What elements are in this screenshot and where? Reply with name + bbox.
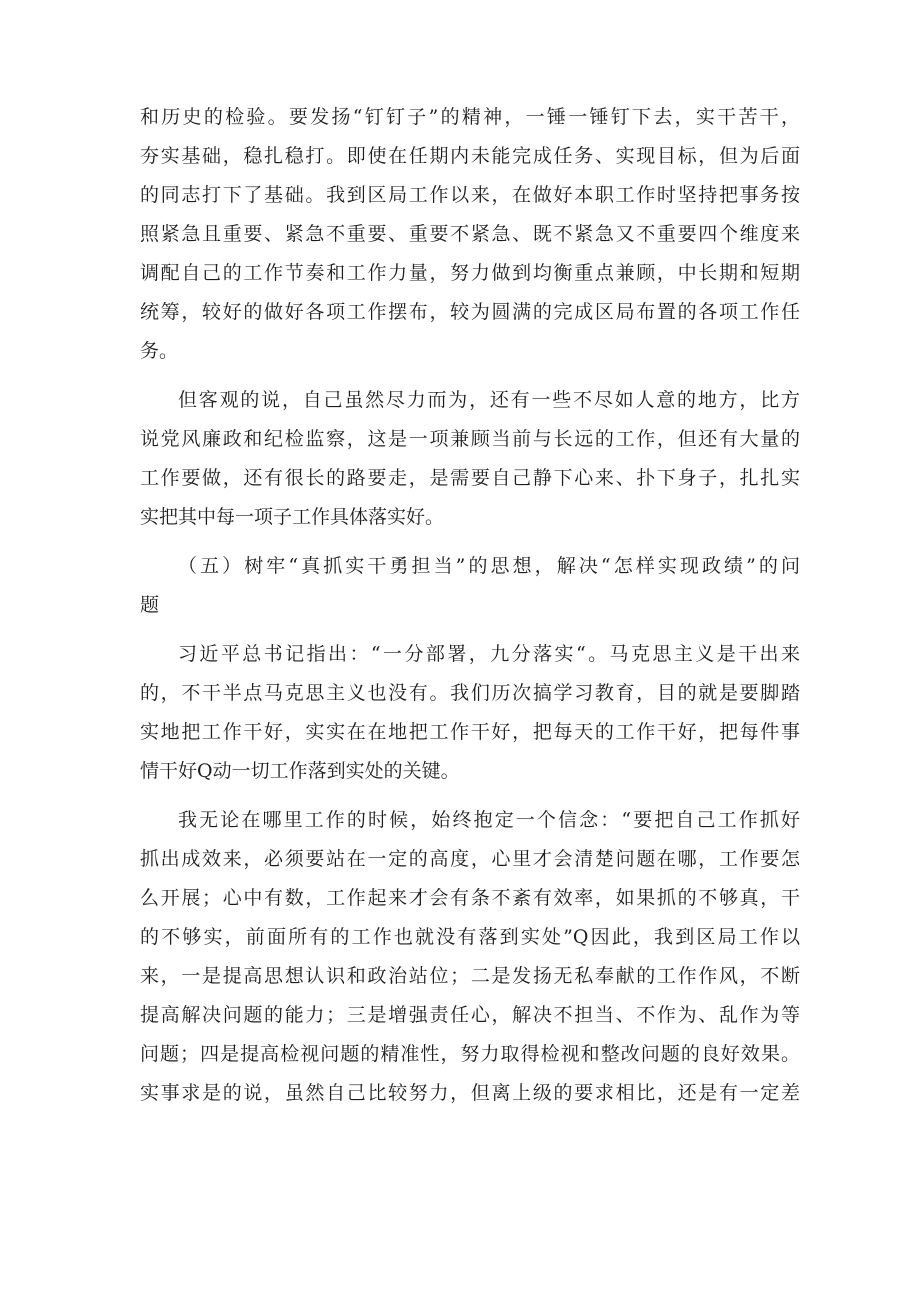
text-line: 抓出成效来，必须要站在一定的高度，心里才会清楚问题在哪，工作要怎	[140, 848, 800, 870]
section-heading: 题	[140, 594, 160, 616]
text-line: 的，不干半点马克思主义也没有。我们历次搞学习教育，目的就是要脚踏	[140, 682, 800, 704]
text-line: 统筹，较好的做好各项工作摆布，较为圆满的完成区局布置的各项工作任	[140, 301, 800, 323]
text-line: 工作要做，还有很长的路要走，是需要自己静下心来、扑下身子，扎扎实	[140, 467, 800, 489]
text-line: 情干好Q动一切工作落到实处的关键。	[140, 760, 460, 782]
text-line: 来，一是提高思想认识和政治站位；二是发扬无私奉献的工作作风，不断	[140, 965, 800, 987]
text-line: 么开展；心中有数，工作起来才会有条不紊有效率，如果抓的不够真，干	[140, 887, 800, 909]
text-line: 实事求是的说，虽然自己比较努力，但离上级的要求相比，还是有一定差	[140, 1082, 800, 1104]
text-line: 务。	[140, 340, 179, 362]
text-line: 照紧急且重要、紧急不重要、重要不紧急、既不紧急又不重要四个维度来	[140, 223, 800, 245]
text-line: 我无论在哪里工作的时候，始终抱定一个信念：“要把自己工作抓好	[178, 809, 800, 831]
text-line: 说党风廉政和纪检监察，这是一项兼顾当前与长远的工作，但还有大量的	[140, 428, 800, 450]
section-heading: （五）树牢“真抓实干勇担当”的思想，解决“怎样实现政绩”的问	[178, 555, 800, 577]
text-line: 但客观的说，自己虽然尽力而为，还有一些不尽如人意的地方，比方	[178, 389, 800, 411]
text-line: 和历史的检验。要发扬“钉钉子”的精神，一锤一锤钉下去，实干苦干，	[140, 106, 800, 128]
text-line: 习近平总书记指出：“一分部署，九分落实“。马克思主义是干出来	[178, 643, 800, 665]
text-line: 实地把工作干好，实实在在地把工作干好，把每天的工作干好，把每件事	[140, 721, 800, 743]
text-line: 实把其中每一项子工作具体落实好。	[140, 506, 445, 528]
document-body	[140, 98, 800, 1113]
text-line: 问题；四是提高检视问题的精准性，努力取得检视和整改问题的良好效果。	[140, 1043, 800, 1065]
text-line: 的同志打下了基础。我到区局工作以来，在做好本职工作时坚持把事务按	[140, 184, 800, 206]
text-line: 提高解决问题的能力；三是增强责任心，解决不担当、不作为、乱作为等	[140, 1004, 800, 1026]
text-line: 调配自己的工作节奏和工作力量，努力做到均衡重点兼顾，中长期和短期	[140, 262, 800, 284]
text-line: 的不够实，前面所有的工作也就没有落到实处”Q因此，我到区局工作以	[140, 926, 800, 948]
text-line: 夯实基础，稳扎稳打。即使在任期内未能完成任务、实现目标，但为后面	[140, 145, 800, 167]
